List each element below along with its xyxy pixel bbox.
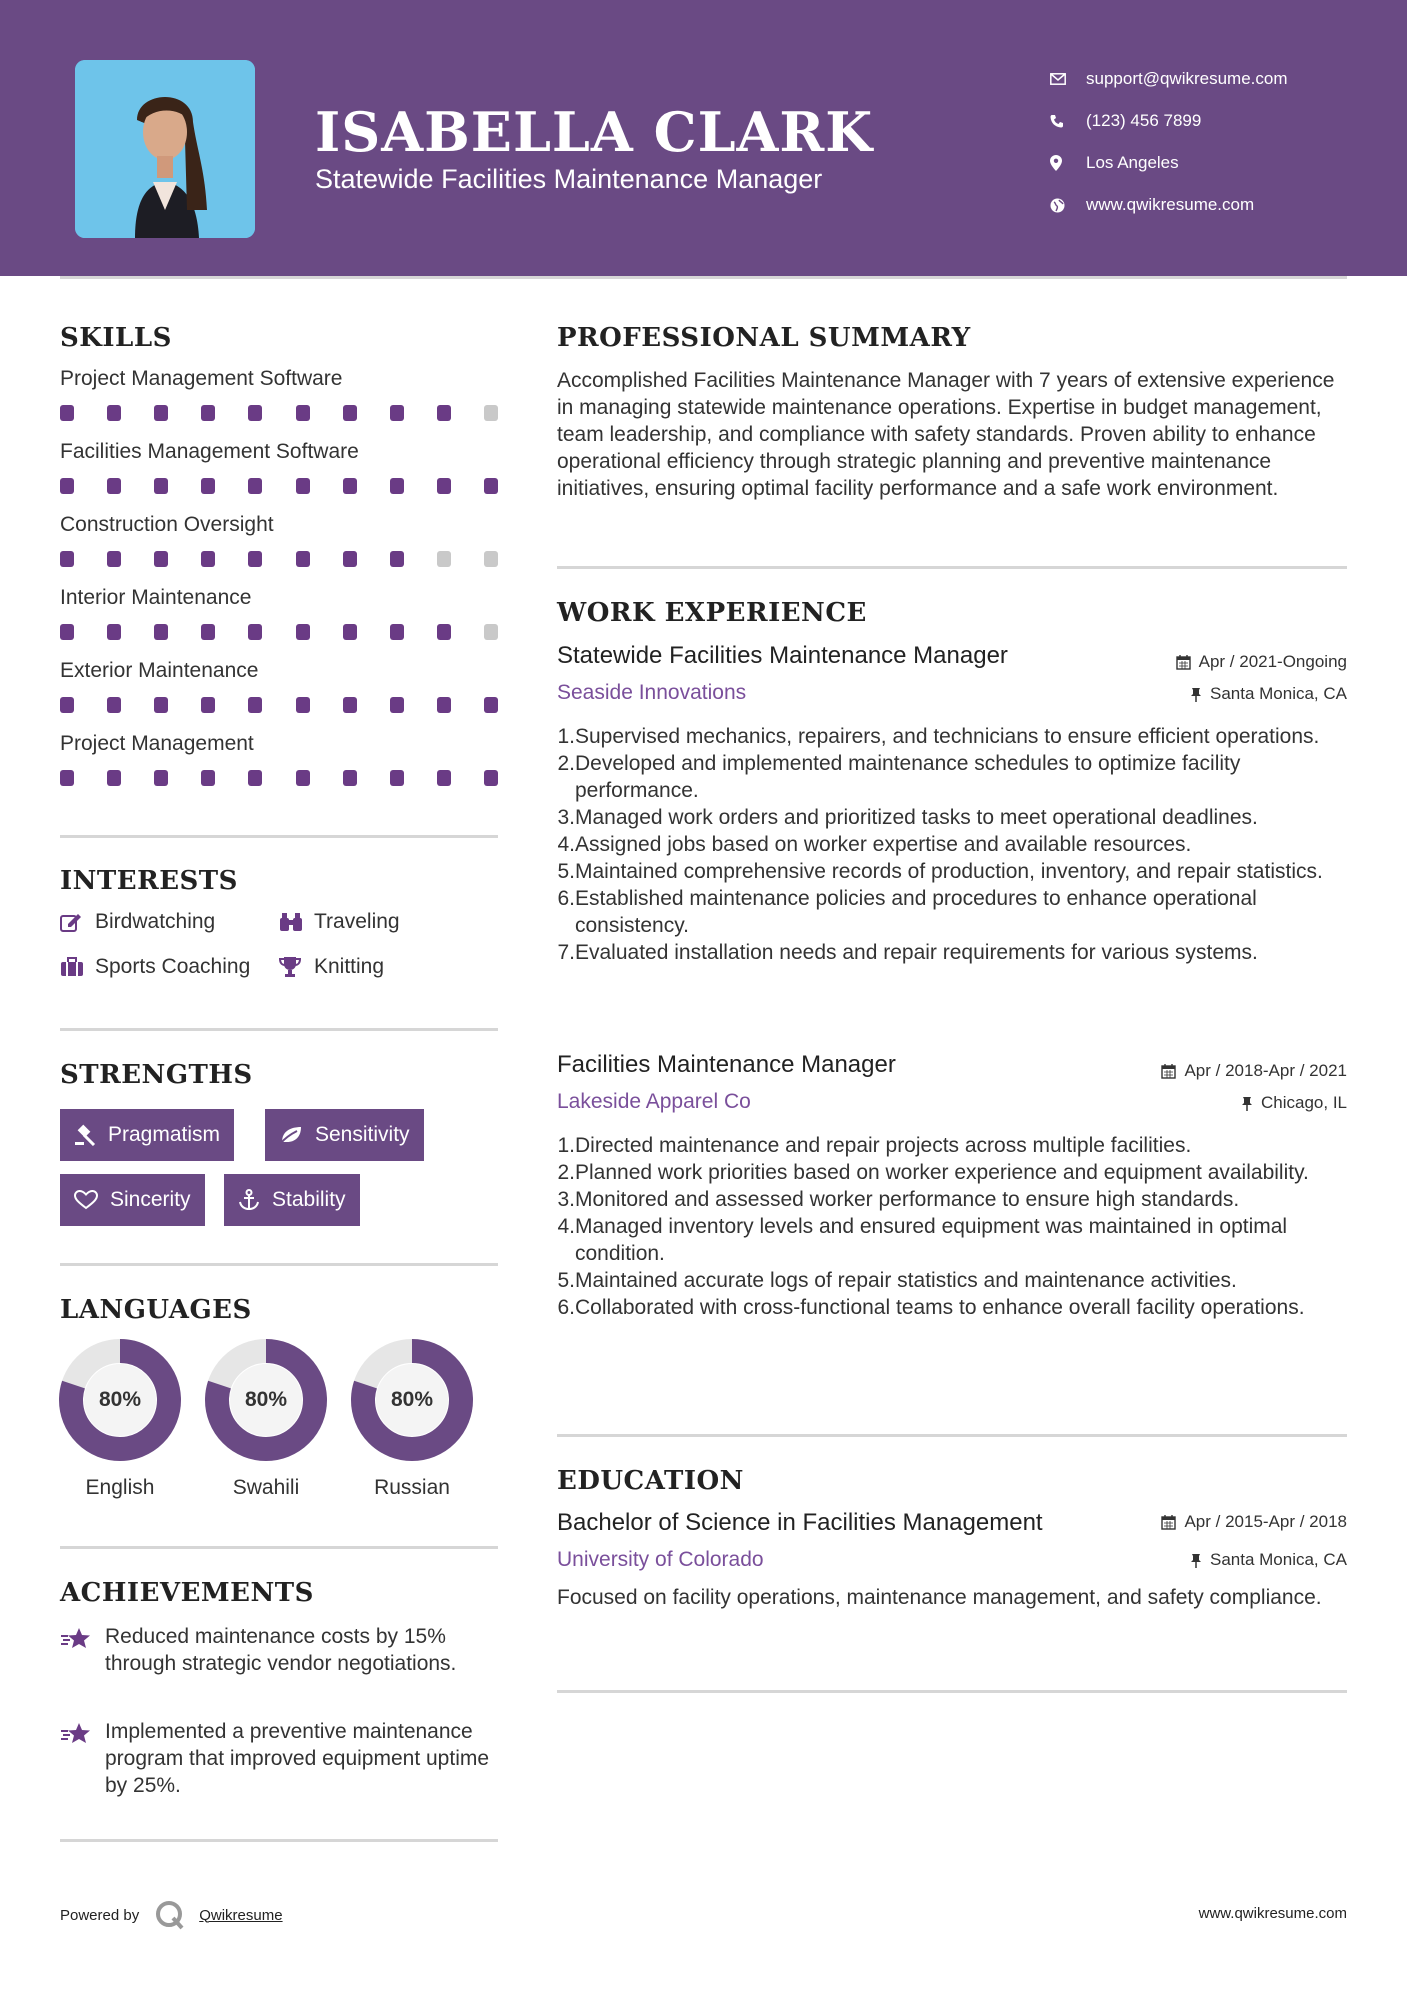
skill-dot-filled: [201, 697, 215, 713]
interest-knitting: [279, 955, 384, 979]
bullet-text: Maintained accurate logs of repair statistics and maintenance activities.: [575, 1269, 1237, 1292]
skill-dot-filled: [154, 478, 168, 494]
achievement-item: [60, 1623, 500, 1677]
interest-label: Traveling: [314, 910, 400, 933]
job-title: Facilities Maintenance Manager: [557, 1051, 896, 1078]
language-percent: 80%: [390, 1388, 434, 1411]
skill-dot-filled: [154, 405, 168, 421]
skill-dot-filled: [437, 478, 451, 494]
job-bullet: [557, 831, 1357, 858]
skill-dot-filled: [201, 405, 215, 421]
strengths-divider: [60, 1263, 498, 1266]
skill-dot-filled: [248, 405, 262, 421]
contact-website-text: www.qwikresume.com: [1086, 195, 1255, 214]
skills-divider: [60, 835, 498, 838]
heart-icon: [74, 1190, 98, 1210]
language-name: Swahili: [232, 1476, 300, 1499]
contact-email-text: support@qwikresume.com: [1086, 69, 1288, 88]
skill-dot-filled: [107, 624, 121, 640]
language-item: [204, 1338, 328, 1500]
job-dates: [1161, 1061, 1347, 1081]
job-company: Lakeside Apparel Co: [557, 1090, 751, 1113]
skill-rating: [60, 551, 498, 567]
skill-dot-filled: [60, 770, 74, 786]
calendar-icon: [1161, 1515, 1176, 1530]
skill-item: [60, 440, 498, 494]
job-bullet: [557, 1132, 1357, 1159]
contact-phone-text: (123) 456 7899: [1086, 111, 1202, 130]
education-dates: [1161, 1512, 1347, 1532]
qwikresume-logo-icon: [155, 1900, 185, 1930]
job-location-text: Chicago, IL: [1261, 1093, 1347, 1112]
skill-dot-filled: [107, 697, 121, 713]
skills-heading: SKILLS: [60, 323, 172, 353]
skill-dot-filled: [437, 770, 451, 786]
job-dates: [1176, 652, 1347, 672]
summary-text: Accomplished Facilities Maintenance Manager with 7 years of extensive experience in managing statewide maintenance operations. Expertise in budget management, team leadership, and compliance with safety standards. Proven ability to enhance operational efficiency through strategic planning and preventive maintenance initiatives, ensuring optimal facility performance and a safe work environment.: [557, 369, 1335, 500]
pushpin-icon: [1190, 1553, 1202, 1568]
skill-dot-filled: [343, 770, 357, 786]
achievements-divider: [60, 1839, 498, 1842]
location-pin-icon: [1050, 155, 1086, 171]
experience-heading: WORK EXPERIENCE: [557, 598, 867, 628]
interests-heading: INTERESTS: [60, 866, 238, 896]
strength-badge-sincerity: [60, 1174, 205, 1226]
skill-name: Interior Maintenance: [60, 586, 252, 609]
interest-label: Knitting: [314, 955, 385, 978]
education-location: [1190, 1550, 1347, 1570]
skill-dot-filled: [296, 405, 310, 421]
skill-dot-filled: [390, 624, 404, 640]
skill-dot-filled: [201, 770, 215, 786]
bullet-text: Assigned jobs based on worker expertise and available resources.: [575, 833, 1192, 856]
skill-dot-filled: [343, 405, 357, 421]
language-item: [350, 1338, 474, 1500]
bullet-number: 2.: [557, 1161, 575, 1184]
bullet-text: Established maintenance policies and procedures to enhance operational consistency.: [575, 887, 1257, 937]
calendar-icon: [1161, 1064, 1176, 1079]
skill-item: [60, 732, 498, 786]
job-bullet: [557, 1159, 1357, 1186]
skill-dot-filled: [296, 697, 310, 713]
bullet-number: 1.: [557, 1134, 575, 1157]
interest-label: Birdwatching: [95, 910, 216, 933]
skill-dot-filled: [201, 624, 215, 640]
language-percent: 80%: [244, 1388, 288, 1411]
language-name: English: [85, 1476, 155, 1499]
skill-rating: [60, 697, 498, 713]
skill-dot-filled: [296, 551, 310, 567]
bullet-number: 4.: [557, 833, 575, 856]
skill-rating: [60, 624, 498, 640]
skill-dot-filled: [343, 624, 357, 640]
job-bullet: [557, 750, 1357, 804]
skill-name: Project Management: [60, 732, 254, 755]
skill-dot-empty: [437, 551, 451, 567]
skill-dot-filled: [437, 697, 451, 713]
skill-dot-filled: [248, 478, 262, 494]
interest-birdwatching: [60, 910, 215, 934]
education-heading: EDUCATION: [557, 1466, 744, 1496]
bullet-text: Managed inventory levels and ensured equipment was maintained in optimal condition.: [575, 1215, 1288, 1265]
skill-dot-filled: [154, 697, 168, 713]
job-location-text: Santa Monica, CA: [1209, 684, 1347, 703]
skill-dot-filled: [390, 551, 404, 567]
achievement-item: [60, 1718, 500, 1799]
skill-item: [60, 367, 498, 421]
skill-dot-filled: [248, 770, 262, 786]
contact-location: [1050, 142, 1288, 184]
skill-dot-filled: [390, 478, 404, 494]
skill-dot-empty: [484, 624, 498, 640]
interests-divider: [60, 1028, 498, 1031]
bullet-number: 1.: [557, 725, 575, 748]
skill-dot-filled: [60, 624, 74, 640]
bullet-number: 4.: [557, 1215, 575, 1238]
globe-icon: [1050, 198, 1086, 213]
skill-dot-filled: [248, 697, 262, 713]
calendar-icon: [1176, 655, 1191, 670]
anchor-icon: [238, 1189, 260, 1211]
bullet-text: Managed work orders and prioritized tasks to meet operational deadlines.: [575, 806, 1258, 829]
strength-badge-pragmatism: [60, 1109, 234, 1161]
skill-dot-filled: [437, 405, 451, 421]
contact-list: [1050, 58, 1288, 226]
bullet-number: 5.: [557, 860, 575, 883]
footer-website[interactable]: www.qwikresume.com: [1198, 1905, 1347, 1922]
interest-traveling: [279, 910, 400, 934]
language-name: Russian: [374, 1476, 450, 1499]
bullet-number: 2.: [557, 752, 575, 775]
skill-name: Project Management Software: [60, 367, 343, 390]
bullet-text: Directed maintenance and repair projects across multiple facilities.: [575, 1134, 1192, 1157]
skill-dot-filled: [390, 770, 404, 786]
trophy-icon: [279, 956, 314, 978]
job-location: [1190, 684, 1347, 704]
gavel-icon: [74, 1124, 96, 1146]
skill-name: Exterior Maintenance: [60, 659, 259, 682]
job-title: Statewide Facilities Maintenance Manager: [557, 642, 1008, 669]
qwikresume-brand-link[interactable]: Qwikresume: [199, 1906, 283, 1924]
languages-divider: [60, 1546, 498, 1549]
skill-name: Construction Oversight: [60, 513, 274, 536]
interest-sports-coaching: [60, 955, 250, 979]
languages-heading: LANGUAGES: [60, 1295, 252, 1325]
education-description: Focused on facility operations, maintenance management, and safety compliance.: [557, 1586, 1322, 1609]
bullet-text: Maintained comprehensive records of production, inventory, and repair statistics.: [575, 860, 1323, 883]
achievement-text: Reduced maintenance costs by 15% through strategic vendor negotiations.: [105, 1625, 457, 1675]
bullet-text: Supervised mechanics, repairers, and technicians to ensure efficient operations.: [575, 725, 1320, 748]
bullet-number: 7.: [557, 941, 575, 964]
strength-badge-stability: [224, 1174, 360, 1226]
experience-divider: [557, 1434, 1347, 1437]
skill-dot-filled: [296, 624, 310, 640]
skill-dot-filled: [154, 770, 168, 786]
skill-name: Facilities Management Software: [60, 440, 359, 463]
skill-dot-filled: [296, 478, 310, 494]
skill-dot-filled: [390, 697, 404, 713]
job-bullet: [557, 858, 1357, 885]
skill-dot-filled: [154, 551, 168, 567]
contact-email[interactable]: [1050, 58, 1288, 100]
profile-photo: [75, 60, 255, 238]
job-location: [1241, 1093, 1347, 1113]
strength-label: Sincerity: [110, 1188, 191, 1211]
skill-dot-filled: [343, 697, 357, 713]
bullet-text: Evaluated installation needs and repair requirements for various systems.: [575, 941, 1258, 964]
achievements-heading: ACHIEVEMENTS: [60, 1578, 314, 1608]
bullet-text: Collaborated with cross-functional teams to enhance overall facility operations.: [575, 1296, 1305, 1319]
skill-rating: [60, 405, 498, 421]
skill-dot-filled: [248, 551, 262, 567]
skill-dot-filled: [154, 624, 168, 640]
briefcase-icon: [60, 957, 95, 977]
summary-divider: [557, 566, 1347, 569]
skill-item: [60, 659, 498, 713]
bullet-text: Planned work priorities based on worker experience and equipment availability.: [575, 1161, 1309, 1184]
bullet-text: Monitored and assessed worker performance to ensure high standards.: [575, 1188, 1240, 1211]
phone-icon: [1050, 114, 1086, 128]
skill-dot-filled: [107, 405, 121, 421]
education-dates-text: Apr / 2015-Apr / 2018: [1184, 1512, 1347, 1531]
bullet-number: 3.: [557, 806, 575, 829]
education-location-text: Santa Monica, CA: [1209, 1550, 1347, 1569]
language-item: [58, 1338, 182, 1500]
bullet-number: 6.: [557, 1296, 575, 1319]
bullet-number: 5.: [557, 1269, 575, 1292]
job-bullet: [557, 1186, 1357, 1213]
skill-dot-filled: [343, 551, 357, 567]
strength-badge-sensitivity: [265, 1109, 424, 1161]
contact-phone[interactable]: [1050, 100, 1288, 142]
shooting-star-icon: [60, 1623, 105, 1677]
skill-dot-filled: [60, 405, 74, 421]
envelope-icon: [1050, 73, 1086, 85]
strengths-heading: STRENGTHS: [60, 1060, 253, 1090]
skill-dot-filled: [107, 478, 121, 494]
footer-powered-by: [60, 1900, 283, 1930]
shooting-star-icon: [60, 1718, 105, 1799]
strength-label: Pragmatism: [108, 1123, 221, 1146]
skill-dot-filled: [484, 697, 498, 713]
skill-dot-empty: [484, 551, 498, 567]
candidate-title: Statewide Facilities Maintenance Manager: [315, 164, 823, 194]
job-bullet: [557, 1267, 1357, 1294]
skill-dot-filled: [343, 478, 357, 494]
powered-by-label: Powered by: [60, 1906, 140, 1924]
skill-dot-filled: [248, 624, 262, 640]
job-bullet: [557, 1213, 1357, 1267]
skill-dot-filled: [107, 770, 121, 786]
skill-dot-filled: [484, 770, 498, 786]
job-bullet: [557, 1294, 1357, 1321]
contact-website[interactable]: [1050, 184, 1288, 226]
achievement-text: Implemented a preventive maintenance program that improved equipment uptime by 25%.: [105, 1720, 490, 1797]
education-degree: Bachelor of Science in Facilities Management: [557, 1509, 1043, 1536]
job-company: Seaside Innovations: [557, 681, 747, 704]
bullet-text: Developed and implemented maintenance schedules to optimize facility performance.: [575, 752, 1241, 802]
binoculars-icon: [279, 912, 314, 932]
education-school: University of Colorado: [557, 1548, 764, 1571]
strength-label: Stability: [272, 1188, 346, 1211]
skill-dot-filled: [107, 551, 121, 567]
skill-dot-filled: [296, 770, 310, 786]
leaf-icon: [279, 1125, 303, 1145]
skill-rating: [60, 770, 498, 786]
job-bullet: [557, 804, 1357, 831]
skill-dot-filled: [437, 624, 451, 640]
bullet-number: 3.: [557, 1188, 575, 1211]
pushpin-icon: [1241, 1096, 1253, 1111]
strength-label: Sensitivity: [315, 1123, 410, 1146]
skill-dot-filled: [390, 405, 404, 421]
language-percent: 80%: [98, 1388, 142, 1411]
skill-item: [60, 586, 498, 640]
education-divider: [557, 1690, 1347, 1693]
candidate-name: ISABELLA CLARK: [315, 100, 874, 164]
skill-dot-filled: [60, 478, 74, 494]
skill-item: [60, 513, 498, 567]
job-bullets: [557, 1132, 1357, 1321]
contact-location-text: Los Angeles: [1086, 153, 1179, 172]
skill-dot-filled: [60, 697, 74, 713]
skill-rating: [60, 478, 498, 494]
job-bullet: [557, 939, 1357, 966]
skill-dot-filled: [201, 478, 215, 494]
skill-dot-empty: [484, 405, 498, 421]
skill-dot-filled: [201, 551, 215, 567]
job-bullets: [557, 723, 1357, 966]
header-divider: [60, 276, 1347, 279]
job-bullet: [557, 723, 1357, 750]
pushpin-icon: [1190, 687, 1202, 702]
job-dates-text: Apr / 2018-Apr / 2021: [1184, 1061, 1347, 1080]
pencil-square-icon: [60, 912, 95, 932]
skill-dot-filled: [60, 551, 74, 567]
job-bullet: [557, 885, 1357, 939]
resume-header: [0, 0, 1407, 276]
bullet-number: 6.: [557, 887, 575, 910]
interest-label: Sports Coaching: [95, 955, 251, 978]
job-dates-text: Apr / 2021-Ongoing: [1198, 652, 1347, 671]
summary-heading: PROFESSIONAL SUMMARY: [557, 323, 971, 353]
skill-dot-filled: [484, 478, 498, 494]
